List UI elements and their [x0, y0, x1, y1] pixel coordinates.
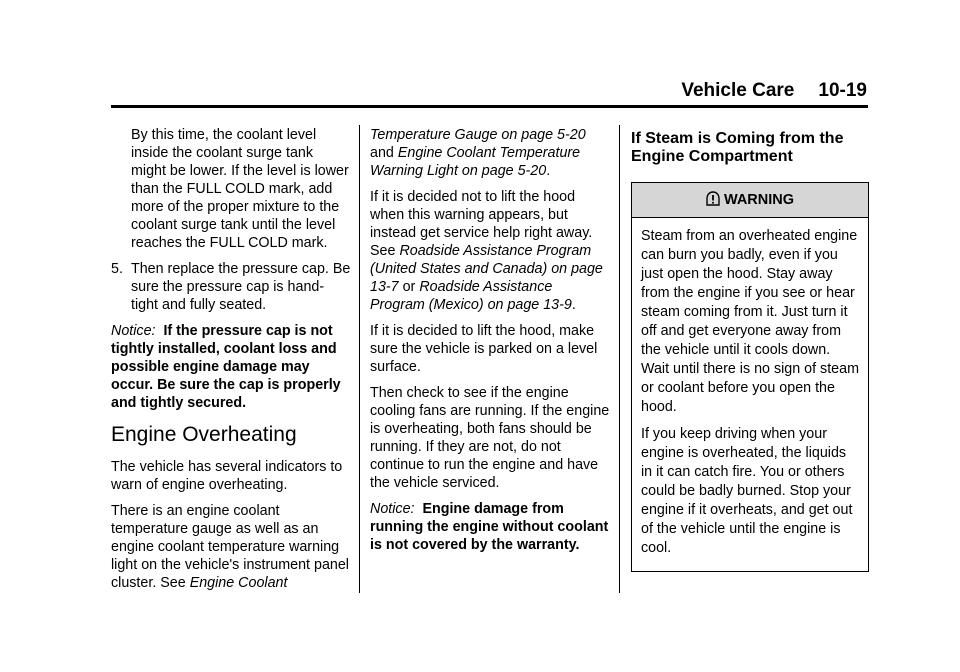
continued-paragraph: By this time, the coolant level inside the coolant surge tank might be lower. If the level is lower than the FULL COLD mark, add more of the proper mixture to the coolant surge tank until the level reaches the FULL COLD mark. — [131, 127, 349, 251]
paragraph-text: If it is decided not to lift the hood when this warning appears, but instead get service help right away. See — [370, 189, 593, 259]
notice-paragraph — [111, 322, 351, 412]
column-divider-2 — [619, 125, 620, 593]
warning-label: WARNING — [723, 192, 795, 208]
cross-reference-link[interactable]: Engine Coolant — [189, 575, 288, 591]
warning-body — [632, 218, 868, 571]
paragraph — [370, 188, 610, 314]
paragraph: Then check to see if the engine cooling fans are running. If the engine is overheating, both fans should be running. If they are not, do not continue to run the engine and have the vehicle serviced. — [370, 385, 610, 491]
conjunction: and — [370, 145, 394, 161]
column-2 — [370, 126, 610, 562]
notice-label: Notice: — [111, 323, 156, 339]
section-heading: Engine Overheating — [111, 423, 297, 446]
subsection-heading: If Steam is Coming from the Engine Compartment — [631, 130, 844, 165]
page-header — [681, 80, 867, 102]
warning-box — [631, 182, 869, 572]
paragraph: If it is decided to lift the hood, make sure the vehicle is parked on a level surface. — [370, 323, 598, 375]
column-divider-1 — [359, 125, 360, 593]
warning-paragraph: Steam from an overheated engine can burn you badly, even if you just open the hood. Stay away from the engine if you see or hear steam coming from it. Just turn it off and get everyone away from the vehicle until it cools down. Wait until there is no sign of steam or coolant before you open the hood. — [641, 228, 859, 415]
warning-paragraph: If you keep driving when your engine is overheated, the liquids in it can catch fire. You or others could be badly burned. Stop your engine if it overheats, and get out of the vehicle until the engine is cool. — [641, 426, 853, 556]
paragraph: The vehicle has several indicators to warn of engine overheating. — [111, 459, 343, 493]
cross-reference-link[interactable]: Temperature Gauge on page 5-20 — [370, 127, 586, 143]
step-text: Then replace the pressure cap. Be sure the pressure cap is hand-tight and fully seated. — [131, 261, 351, 313]
step-5 — [111, 260, 351, 314]
cross-reference-link[interactable]: Roadside Assistance Program (Mexico) on page 13-9 — [370, 279, 572, 313]
notice-label: Notice: — [370, 501, 415, 517]
paragraph-text: There is an engine coolant temperature gauge as well as an engine coolant temperature warning light on the vehicle's instrument panel cluster. See — [111, 503, 349, 591]
column-3 — [631, 130, 869, 572]
punctuation: . — [546, 163, 551, 179]
header-rule — [111, 105, 868, 108]
paragraph — [111, 502, 351, 592]
punctuation: . — [571, 297, 576, 313]
paragraph — [370, 126, 610, 180]
warning-triangle-icon — [706, 191, 720, 207]
cross-reference-link[interactable]: Engine Coolant Temperature Warning Light on page 5-20 — [370, 145, 581, 179]
notice-text: Engine damage from running the engine without coolant is not covered by the warranty. — [370, 501, 609, 553]
page-number: 10-19 — [818, 80, 867, 101]
notice-text: If the pressure cap is not tightly installed, coolant loss and possible engine damage may occur. Be sure the cap is properly and tightly secured. — [111, 323, 341, 411]
column-1 — [111, 126, 351, 600]
warning-header — [632, 183, 868, 218]
conjunction: or — [402, 279, 416, 295]
step-number: 5. — [111, 261, 123, 277]
cross-reference-link[interactable]: Roadside Assistance Program (United States and Canada) on page 13-7 — [370, 243, 603, 295]
notice-paragraph — [370, 500, 610, 554]
header-title: Vehicle Care — [681, 80, 795, 101]
